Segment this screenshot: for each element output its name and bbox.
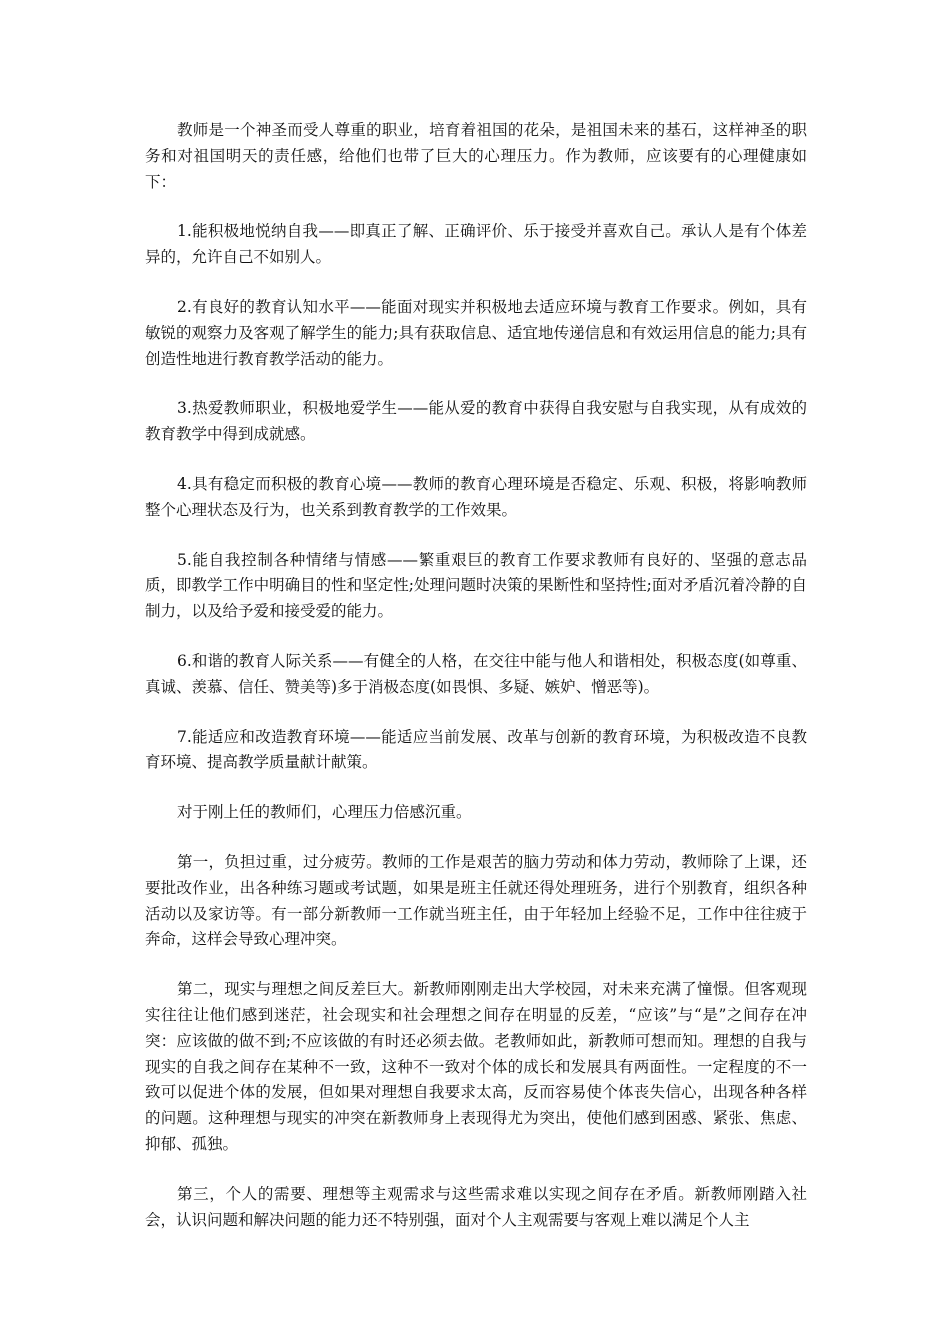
paragraph-intro: 教师是一个神圣而受人尊重的职业，培育着祖国的花朵，是祖国未来的基石，这样神圣的职务和对祖国明天的责任感，给他们也带了巨大的心理压力。作为教师，应该要有的心理健康如下： [145, 121, 807, 191]
paragraph-item-5: 5.能自我控制各种情绪与情感——繁重艰巨的教育工作要求教师有良好的、坚强的意志品质，即教学工作中明确目的性和坚定性;处理问题时决策的果断性和坚持性;面对矛盾沉着冷静的自制力，以及给予爱和接受爱的能力。 [145, 550, 807, 621]
paragraph-new-teachers: 对于刚上任的教师们，心理压力倍感沉重。 [177, 803, 472, 822]
paragraph-item-4: 4.具有稳定而积极的教育心境——教师的教育心理环境是否稳定、乐观、积极，将影响教师整个心理状态及行为，也关系到教育教学的工作效果。 [145, 474, 807, 519]
paragraph-item-1: 1.能积极地悦纳自我——即真正了解、正确评价、乐于接受并喜欢自己。承认人是有个体差异的，允许自己不如别人。 [145, 222, 807, 267]
paragraph-item-7: 7.能适应和改造教育环境——能适应当前发展、改革与创新的教育环境，为积极改造不良教育环境、提高教学质量献计献策。 [145, 727, 807, 772]
paragraph-second: 第二，现实与理想之间反差巨大。新教师刚刚走出大学校园，对未来充满了憧憬。但客观现实往往让他们感到迷茫，社会现实和社会理想之间存在明显的反差，“应该”与“是”之间存在冲突：应该做的做不到;不应该做的有时还必须去做。老教师如此，新教师可想而知。理想的自我与现实的自我之间存在某种不一致，这种不一致对个体的成长和发展具有两面性。一定程度的不一致可以促进个体的发展，但如果对理想自我要求太高，反而容易使个体丧失信心，出现各种各样的问题。这种理想与现实的冲突在新教师身上表现得尤为突出，使他们感到困惑、紧张、焦虑、抑郁、孤独。 [145, 980, 807, 1153]
paragraph-third: 第三，个人的需要、理想等主观需求与这些需求难以实现之间存在矛盾。新教师刚踏入社会，认识问题和解决问题的能力还不特别强，面对个人主观需要与客观上难以满足个人主 [145, 1184, 807, 1229]
paragraph-item-2: 2.有良好的教育认知水平——能面对现实并积极地去适应环境与教育工作要求。例如，具有敏锐的观察力及客观了解学生的能力;具有获取信息、适宜地传递信息和有效运用信息的能力;具有创造性地进行教育教学活动的能力。 [145, 297, 807, 368]
paragraph-item-6: 6.和谐的教育人际关系——有健全的人格，在交往中能与他人和谐相处，积极态度(如尊重、真诚、羡慕、信任、赞美等)多于消极态度(如畏惧、多疑、嫉妒、憎恶等)。 [145, 651, 807, 696]
paragraph-first: 第一，负担过重，过分疲劳。教师的工作是艰苦的脑力劳动和体力劳动，教师除了上课，还要批改作业，出各种练习题或考试题，如果是班主任就还得处理班务，进行个别教育，组织各种活动以及家访等。有一部分新教师一工作就当班主任，由于年轻加上经验不足，工作中往往疲于奔命，这样会导致心理冲突。 [145, 852, 807, 949]
paragraph-item-3: 3.热爱教师职业，积极地爱学生——能从爱的教育中获得自我安慰与自我实现，从有成效的教育教学中得到成就感。 [145, 399, 807, 444]
document-body [145, 118, 807, 1257]
